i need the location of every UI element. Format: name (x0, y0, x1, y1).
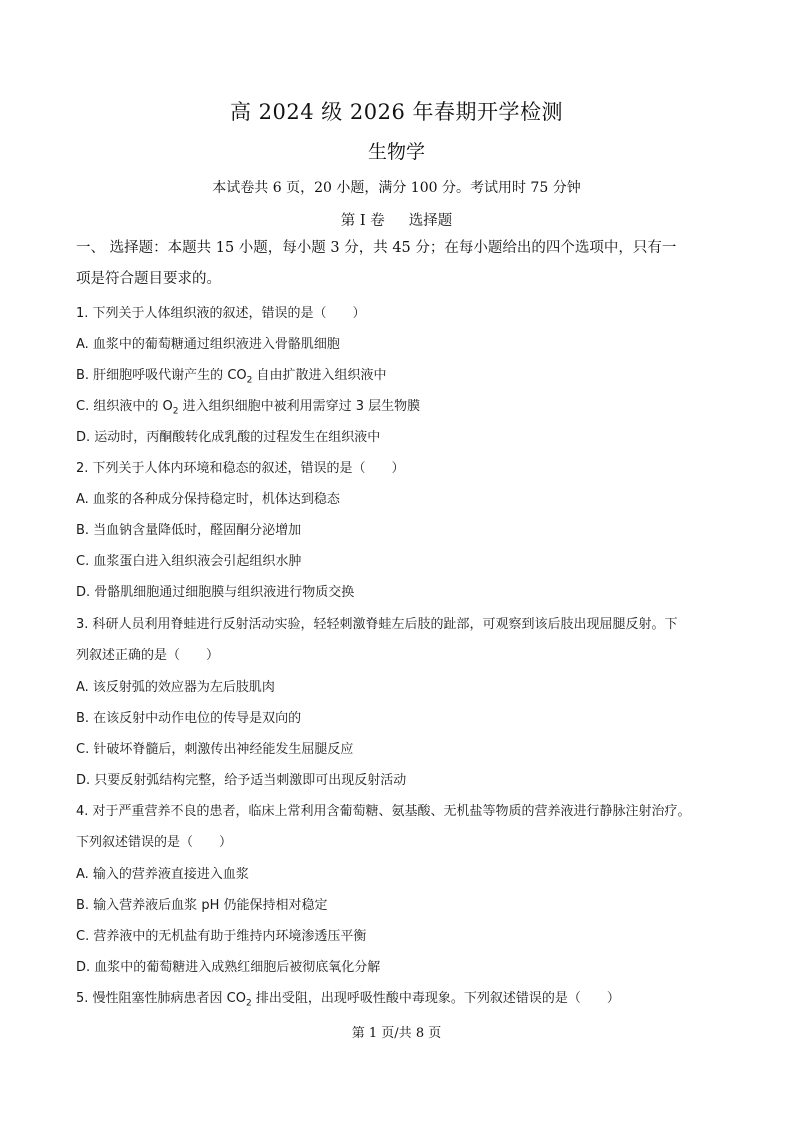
section-line-2: 项是符合题目要求的。 (76, 271, 221, 287)
q3-stem-line-1: 3. 科研人员利用脊蛙进行反射活动实验，轻轻刺激脊蛙左后肢的趾部，可观察到该后肢出现屈腿反射。下 (76, 617, 678, 632)
q4-option-b: B. 输入营养液后血浆 pH 仍能保持相对稳定 (76, 898, 328, 913)
q4-option-a: A. 输入的营养液直接进入血浆 (76, 867, 249, 882)
volume-heading (0, 209, 793, 230)
page-footer: 第 1 页/共 8 页 (351, 1026, 442, 1041)
q1-stem: 1. 下列关于人体组织液的叙述，错误的是（ ） (76, 306, 366, 321)
exam-info: 本试卷共 6 页，20 小题，满分 100 分。考试用时 75 分钟 (212, 180, 581, 196)
q1-option-a: A. 血浆中的葡萄糖通过组织液进入骨骼肌细胞 (76, 337, 340, 352)
q4-stem-line-1: 4. 对于严重营养不良的患者，临床上常利用含葡萄糖、氨基酸、无机盐等物质的营养液进行静脉注射治疗。 (76, 804, 691, 819)
q4-option-d: D. 血浆中的葡萄糖进入成熟红细胞后被彻底氧化分解 (76, 960, 381, 975)
q2-option-d: D. 骨骼肌细胞通过细胞膜与组织液进行物质交换 (76, 585, 355, 600)
q1-option-b: B. 肝细胞呼吸代谢产生的 $CO_2$ 自由扩散进入组织液中 (76, 368, 387, 386)
q1-option-c: C. 组织液中的 $O_2$ 进入组织细胞中被利用需穿过 3 层生物膜 (76, 399, 421, 417)
q2-option-a: A. 血浆的各种成分保持稳定时，机体达到稳态 (76, 492, 340, 507)
subject-title: 生物学 (367, 141, 425, 163)
q4-option-c: C. 营养液中的无机盐有助于维持内环境渗透压平衡 (76, 929, 367, 944)
q1-option-d: D. 运动时，丙酮酸转化成乳酸的过程发生在组织液中 (76, 430, 381, 445)
q2-option-c: C. 血浆蛋白进入组织液会引起组织水肿 (76, 554, 302, 569)
volume-name: 选择题 (408, 213, 453, 229)
q2-option-b: B. 当血钠含量降低时，醛固酮分泌增加 (76, 523, 302, 538)
q3-option-a: A. 该反射弧的效应器为左后肢肌肉 (76, 680, 275, 695)
q3-option-d: D. 只要反射弧结构完整，给予适当刺激即可出现反射活动 (76, 773, 407, 788)
section-line-1: 一、 选择题：本题共 15 小题，每小题 3 分，共 45 分；在每小题给出的四个选项中，只有一 (76, 240, 677, 256)
q2-stem: 2. 下列关于人体内环境和稳态的叙述，错误的是（ ） (76, 461, 405, 476)
exam-title: 高 2024 级 2026 年春期开学检测 (229, 100, 564, 124)
q5-stem: 5. 慢性阻塞性肺病患者因 $CO_2$ 排出受阻，出现呼吸性酸中毒现象。下列叙述错误的是（ ） (76, 991, 620, 1009)
q3-option-c: C. 针破坏脊髓后，刺激传出神经能发生屈腿反应 (76, 742, 354, 757)
q3-stem-line-2: 列叙述正确的是（ ） (76, 648, 220, 663)
volume-label: 第 I 卷 (340, 213, 385, 229)
section-instructions (76, 233, 726, 295)
q3-option-b: B. 在该反射中动作电位的传导是双向的 (76, 711, 302, 726)
q4-stem-line-2: 下列叙述错误的是（ ） (76, 835, 233, 850)
